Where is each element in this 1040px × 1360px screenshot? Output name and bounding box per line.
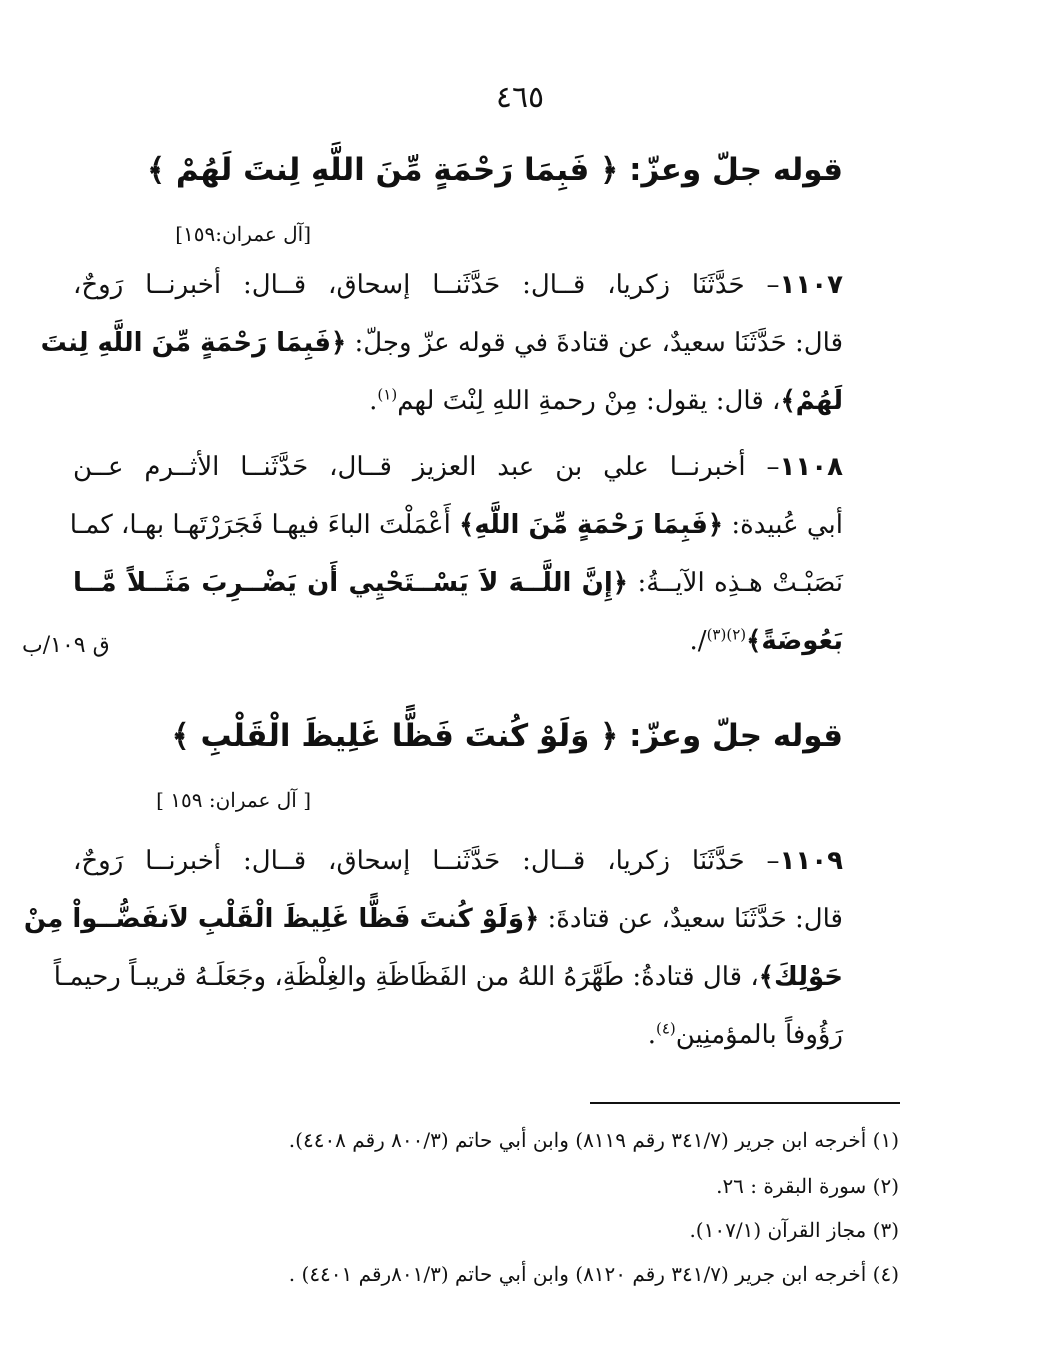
verse-source-1: [آل عمران:١٥٩] [175,222,311,246]
text-line [23,890,843,948]
quran-quote: ﴿إِنَّ اللَّــهَ لاَ يَسْــتَحْيِي أَن يَضْــرِبَ مَثَــلاً مَّــا [73,568,628,598]
text-line [73,256,843,314]
punctuation: . [647,1020,656,1050]
narration-text: – أخبرنــا علي بن عبد العزيز قــال، حَدَّثَنــا الأثــرم عــن [73,452,780,482]
verse-source-2: [ آل عمران: ١٥٩ ] [156,788,311,812]
quran-quote: بَعُوضَةً﴾ [746,626,843,656]
narration-text: ، قال قتادةُ: طَهَّرَهُ اللهُ من الفَظَاظَةِ والغِلْظَةِ، وجَعَلَـهُ قريبـاً رحيمـاً [53,962,759,992]
narration-text: أبي عُبيدة: [731,510,843,540]
narration-text: قال: حَدَّثَنَا سعيدٌ، عن قتادةَ: [547,904,843,934]
punctuation: . [369,386,378,416]
footnote-2: (٢) سورة البقرة : ٢٦. [716,1174,899,1198]
narration-text: أَعْمَلْتَ الباءَ فيهـا فَجَرَرْتَهـا بهـا، كمـا [69,510,451,540]
narration-1109 [23,832,843,1064]
footnote-4: (٤) أخرجه ابن جرير (٣٤١/٧ رقم ٨١٢٠) وابن أبي حاتم (٨٠١/٣رقم ٤٤٠١) . [288,1262,899,1286]
punctuation: /. [689,626,707,656]
quran-quote: ﴿وَلَوْ كُنتَ فَظًّا غَلِيظَ الْقَلْبِ لاَنفَضُّــواْ مِنْ [23,904,540,934]
text-line [73,832,843,890]
text-line [73,438,843,496]
footnote-divider [590,1102,900,1104]
narration-number: ١١٠٧ [779,270,843,300]
footnote-ref: (٢)(٣) [706,625,747,644]
text-line [73,554,843,612]
narration-number: ١١٠٨ [779,452,843,482]
text-line [73,1006,843,1064]
quran-quote: حَوْلِكَ﴾ [758,962,843,992]
narration-text: نَصَبْـتْ هـذِه الآيــةُ: [637,568,843,598]
text-line [73,372,843,430]
narration-text: – حَدَّثَنَا زكريا، قــال: حَدَّثَنــا إسحاق، قــال: أخبرنــا رَوحٌ، [73,846,780,876]
narration-1108 [69,438,843,670]
narration-number: ١١٠٩ [779,846,843,876]
quran-quote: ﴿فَبِمَا رَحْمَةٍ مِّنَ اللَّهِ﴾ [459,510,724,540]
section-heading-2: قوله جلّ وعزّ: ﴿ وَلَوْ كُنتَ فَظًّا غَلِيظَ الْقَلْبِ ﴾ [171,718,843,754]
quran-quote: ﴿فَبِمَا رَحْمَةٍ مِّنَ اللَّهِ لِنتَ [40,328,347,358]
footnote-ref: (١) [377,385,398,404]
text-line [40,314,843,372]
text-line [73,612,843,670]
text-line [53,948,843,1006]
footnote-3: (٣) مجاز القرآن (١٠٧/١). [689,1218,899,1242]
footnote-1: (١) أخرجه ابن جرير (٣٤١/٧ رقم ٨١١٩) وابن أبي حاتم (٨٠٠/٣ رقم ٤٤٠٨). [288,1128,899,1152]
footnote-ref: (٤) [655,1019,676,1038]
narration-1107 [40,256,843,430]
narration-text: قال: حَدَّثَنَا سعيدٌ، عن قتادةَ في قوله عزّ وجلّ: [354,328,843,358]
text-line [69,496,843,554]
page-number: ٤٦٥ [495,80,545,115]
narration-text: رَؤُوفاً بالمؤمنِين [675,1020,843,1050]
manuscript-folio-note: ق ١٠٩/ب [22,633,110,658]
section-heading-1: قوله جلّ وعزّ: ﴿ فَبِمَا رَحْمَةٍ مِّنَ اللَّهِ لِنتَ لَهُمْ ﴾ [146,152,843,188]
narration-text: ، قال: يقول: مِنْ رحمةِ اللهِ لِنْتَ لهم [397,386,781,416]
quran-quote: لَهُمْ﴾ [780,386,843,416]
narration-text: – حَدَّثَنَا زكريا، قــال: حَدَّثَنــا إسحاق، قــال: أخبرنــا رَوحٌ، [73,270,780,300]
